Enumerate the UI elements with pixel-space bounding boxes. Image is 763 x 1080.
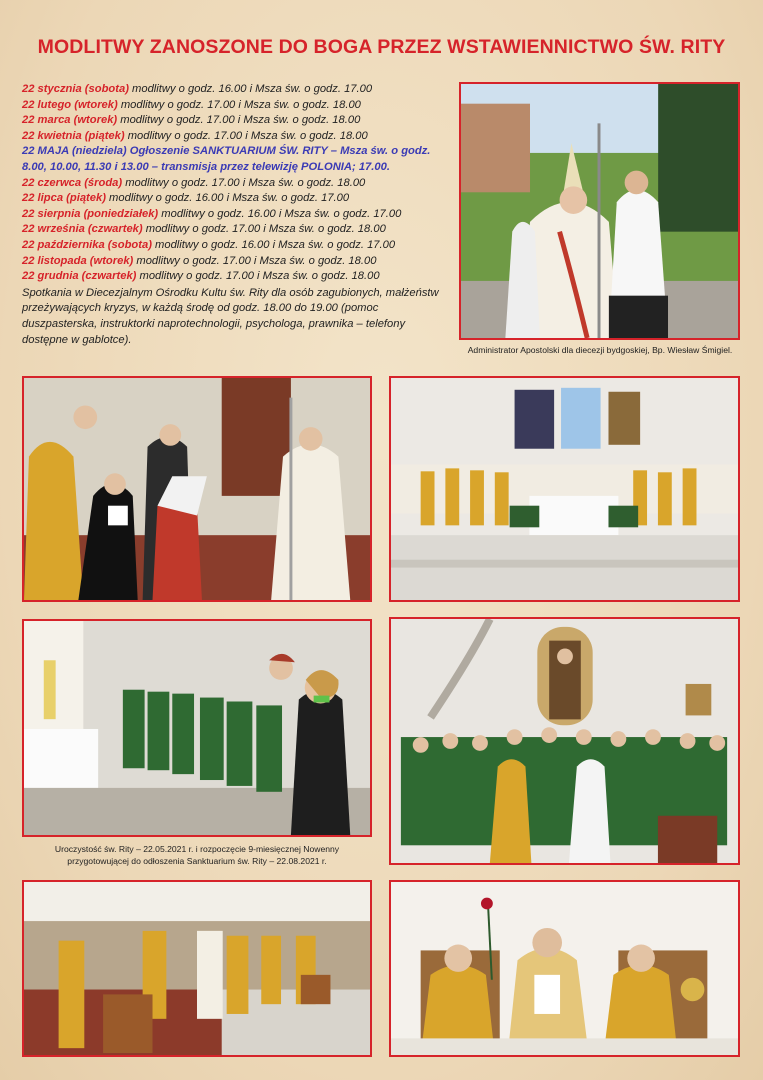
photo-celebrants: [389, 880, 740, 1057]
photo-procession: [22, 880, 372, 1057]
schedule-row: 22 marca (wtorek) modlitwy o godz. 17.00 i Msza św. o godz. 18.00: [22, 114, 361, 127]
schedule-row: 22 lutego (wtorek) modlitwy o godz. 17.00 i Msza św. o godz. 18.00: [22, 98, 361, 111]
photo-altar: [389, 376, 740, 602]
photo-bishop: [459, 82, 740, 340]
prayer-schedule: [22, 82, 450, 348]
photo-green-cloaks: [22, 619, 372, 837]
meetings-note: Spotkania w Diecezjalnym Ośrodku Kultu św. Rity dla osób zagubionych, małżeństw przeżywających kryzys, w każdą środę od godz. 18.00 do 19.00 (pomoc duszpasterska, instruktorki naprotechnologii, psychologa, prawnika – telefony dostępne w gablotce).: [22, 286, 439, 346]
photo-interior-nun: [22, 376, 372, 602]
caption-bishop: Administrator Apostolski dla diecezji bydgoskiej, Bp. Wiesław Śmigiel.: [467, 345, 733, 355]
schedule-row: 22 września (czwartek) modlitwy o godz. 17.00 i Msza św. o godz. 18.00: [22, 223, 386, 236]
schedule-row: 22 lipca (piątek) modlitwy o godz. 16.00 i Msza św. o godz. 17.00: [22, 192, 350, 205]
caption-celebration: Uroczystość św. Rity – 22.05.2021 r. i rozpoczęcie 9-miesięcznej Nowenny przygotowującej do odłoszenia Sanktuarium św. Rity – 22.08.2021 r.: [54, 844, 340, 866]
schedule-highlight: 22 MAJA (niedziela) Ogłoszenie SANKTUARIUM ŚW. RITY – Msza św. o godz. 8.00, 10.00, 11.30 i 13.00 – transmisja przez telewizję POLONIA; 17.00.: [22, 145, 431, 173]
schedule-row: 22 kwietnia (piątek) modlitwy o godz. 17.00 i Msza św. o godz. 18.00: [22, 129, 368, 142]
schedule-row: 22 czerwca (środa) modlitwy o godz. 17.00 i Msza św. o godz. 18.00: [22, 176, 366, 189]
schedule-row: 22 stycznia (sobota) modlitwy o godz. 16.00 i Msza św. o godz. 17.00: [22, 83, 373, 95]
schedule-row: 22 października (sobota) modlitwy o godz. 16.00 i Msza św. o godz. 17.00: [22, 238, 396, 251]
photo-group-icon: [389, 617, 740, 865]
page-title: MODLITWY ZANOSZONE DO BOGA PRZEZ WSTAWIENNICTWO ŚW. RITY: [37, 36, 726, 58]
schedule-row: 22 grudnia (czwartek) modlitwy o godz. 17.00 i Msza św. o godz. 18.00: [22, 270, 380, 283]
schedule-row: 22 sierpnia (poniedziałek) modlitwy o godz. 16.00 i Msza św. o godz. 17.00: [22, 207, 402, 220]
schedule-row: 22 listopada (wtorek) modlitwy o godz. 17.00 i Msza św. o godz. 18.00: [22, 254, 377, 267]
